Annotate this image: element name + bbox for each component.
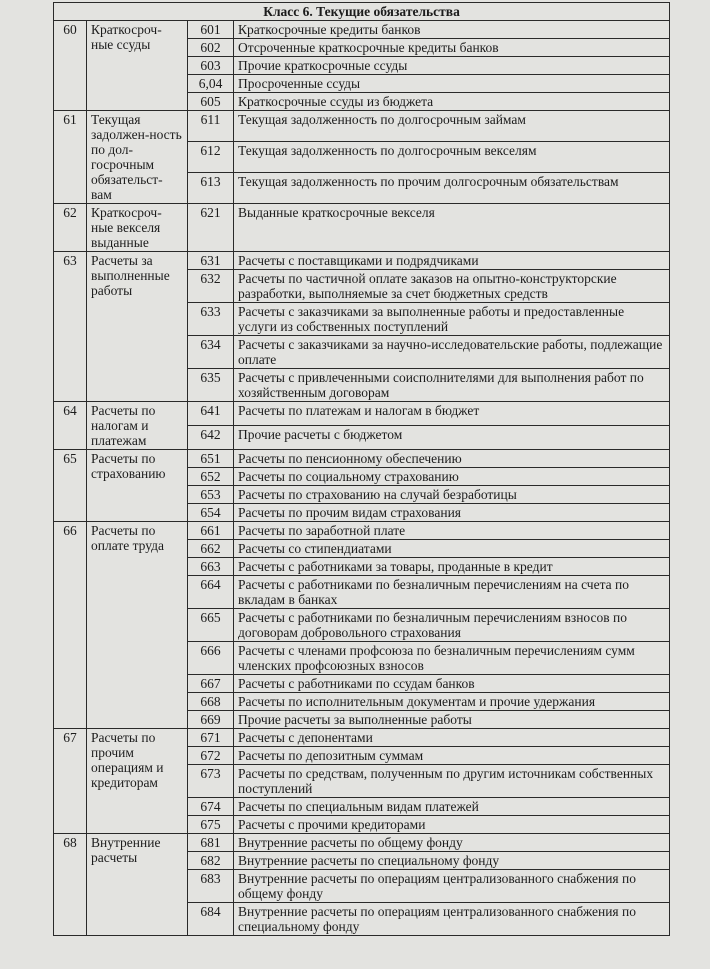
account-description: Расчеты по платежам и налогам в бюджет — [234, 402, 670, 426]
group-name: Расчеты по налогам и платежам — [87, 402, 188, 450]
account-description: Краткосрочные кредиты банков — [234, 21, 670, 39]
account-description: Расчеты по страхованию на случай безработицы — [234, 486, 670, 504]
account-description: Отсроченные краткосрочные кредиты банков — [234, 39, 670, 57]
account-code: 612 — [188, 142, 234, 173]
account-description: Прочие расчеты с бюджетом — [234, 426, 670, 450]
account-code: 662 — [188, 540, 234, 558]
account-code: 634 — [188, 336, 234, 369]
table-row — [54, 522, 670, 540]
account-description: Расчеты по социальному страхованию — [234, 468, 670, 486]
account-description: Расчеты с поставщиками и подрядчиками — [234, 252, 670, 270]
group-code: 64 — [54, 402, 87, 450]
table-row — [54, 450, 670, 468]
group-code: 66 — [54, 522, 87, 729]
account-code: 669 — [188, 711, 234, 729]
account-description: Внутренние расчеты по операциям централизованного снабжения по специальному фонду — [234, 903, 670, 936]
account-description: Расчеты по прочим видам страхования — [234, 504, 670, 522]
account-code: 664 — [188, 576, 234, 609]
account-description: Внутренние расчеты по операциям централизованного снабжения по общему фонду — [234, 870, 670, 903]
account-description: Расчеты по исполнительным документам и прочие удержания — [234, 693, 670, 711]
group-name: Текущая задолжен-ность по дол-госрочным обязательст-вам — [87, 111, 188, 204]
account-description: Расчеты с заказчиками за научно-исследовательские работы, подлежащие оплате — [234, 336, 670, 369]
group-code: 68 — [54, 834, 87, 936]
group-code: 60 — [54, 21, 87, 111]
account-description: Расчеты со стипендиатами — [234, 540, 670, 558]
account-description: Расчеты с прочими кредиторами — [234, 816, 670, 834]
group-name: Расчеты по оплате труда — [87, 522, 188, 729]
account-code: 666 — [188, 642, 234, 675]
table-row — [54, 111, 670, 142]
account-code: 603 — [188, 57, 234, 75]
account-description: Прочие краткосрочные ссуды — [234, 57, 670, 75]
table-row — [54, 402, 670, 426]
account-code: 641 — [188, 402, 234, 426]
account-code: 631 — [188, 252, 234, 270]
account-description: Текущая задолженность по долгосрочным векселям — [234, 142, 670, 173]
account-description: Расчеты с работниками по безналичным перечислениям на счета по вкладам в банках — [234, 576, 670, 609]
table-row — [54, 729, 670, 747]
account-code: 675 — [188, 816, 234, 834]
account-code: 663 — [188, 558, 234, 576]
account-code: 683 — [188, 870, 234, 903]
account-description: Расчеты с членами профсоюза по безналичным перечислениям сумм членских профсоюзных взносов — [234, 642, 670, 675]
account-description: Расчеты по пенсионному обеспечению — [234, 450, 670, 468]
group-code: 61 — [54, 111, 87, 204]
table-row — [54, 21, 670, 39]
account-description: Выданные краткосрочные векселя — [234, 204, 670, 252]
account-code: 668 — [188, 693, 234, 711]
account-description: Внутренние расчеты по специальному фонду — [234, 852, 670, 870]
account-description: Расчеты с работниками по безналичным перечислениям взносов по договорам добровольного страхования — [234, 609, 670, 642]
group-name: Расчеты по прочим операциям и кредиторам — [87, 729, 188, 834]
account-description: Расчеты с заказчиками за выполненные работы и предоставленные услуги из собственных поступлений — [234, 303, 670, 336]
group-code: 65 — [54, 450, 87, 522]
account-code: 671 — [188, 729, 234, 747]
account-description: Текущая задолженность по долгосрочным займам — [234, 111, 670, 142]
account-code: 642 — [188, 426, 234, 450]
account-code: 673 — [188, 765, 234, 798]
account-description: Расчеты с работниками по ссудам банков — [234, 675, 670, 693]
account-code: 684 — [188, 903, 234, 936]
account-code: 613 — [188, 173, 234, 204]
account-description: Расчеты с депонентами — [234, 729, 670, 747]
chart-of-accounts-table — [53, 2, 670, 936]
account-code: 681 — [188, 834, 234, 852]
account-code: 601 — [188, 21, 234, 39]
group-name: Краткосроч-ные ссуды — [87, 21, 188, 111]
account-code: 611 — [188, 111, 234, 142]
account-description: Просроченные ссуды — [234, 75, 670, 93]
account-code: 682 — [188, 852, 234, 870]
group-name: Внутренние расчеты — [87, 834, 188, 936]
group-name: Расчеты за выполненные работы — [87, 252, 188, 402]
account-code: 633 — [188, 303, 234, 336]
table-header-row — [54, 3, 670, 21]
account-code: 674 — [188, 798, 234, 816]
account-code: 654 — [188, 504, 234, 522]
account-description: Расчеты с работниками за товары, проданные в кредит — [234, 558, 670, 576]
account-code: 621 — [188, 204, 234, 252]
account-code: 635 — [188, 369, 234, 402]
account-code: 602 — [188, 39, 234, 57]
account-description: Расчеты с привлеченными соисполнителями для выполнения работ по хозяйственным договорам — [234, 369, 670, 402]
group-code: 67 — [54, 729, 87, 834]
group-name: Расчеты по страхованию — [87, 450, 188, 522]
group-code: 62 — [54, 204, 87, 252]
account-code: 665 — [188, 609, 234, 642]
table-row — [54, 834, 670, 852]
account-code: 652 — [188, 468, 234, 486]
class-title: Класс 6. Текущие обязательства — [54, 3, 670, 21]
account-description: Расчеты по депозитным суммам — [234, 747, 670, 765]
group-code: 63 — [54, 252, 87, 402]
account-description: Расчеты по специальным видам платежей — [234, 798, 670, 816]
account-description: Расчеты по частичной оплате заказов на опытно-конструкторские разработки, выполняемые за счет бюджетных средств — [234, 270, 670, 303]
account-description: Расчеты по средствам, полученным по другим источникам собственных поступлений — [234, 765, 670, 798]
account-code: 632 — [188, 270, 234, 303]
account-code: 6,04 — [188, 75, 234, 93]
account-description: Текущая задолженность по прочим долгосрочным обязательствам — [234, 173, 670, 204]
account-code: 651 — [188, 450, 234, 468]
account-code: 653 — [188, 486, 234, 504]
account-description: Краткосрочные ссуды из бюджета — [234, 93, 670, 111]
account-description: Прочие расчеты за выполненные работы — [234, 711, 670, 729]
account-code: 672 — [188, 747, 234, 765]
table-row — [54, 252, 670, 270]
account-code: 661 — [188, 522, 234, 540]
group-name: Краткосроч-ные векселя выданные — [87, 204, 188, 252]
account-description: Внутренние расчеты по общему фонду — [234, 834, 670, 852]
table-row — [54, 204, 670, 252]
account-code: 667 — [188, 675, 234, 693]
account-description: Расчеты по заработной плате — [234, 522, 670, 540]
account-code: 605 — [188, 93, 234, 111]
